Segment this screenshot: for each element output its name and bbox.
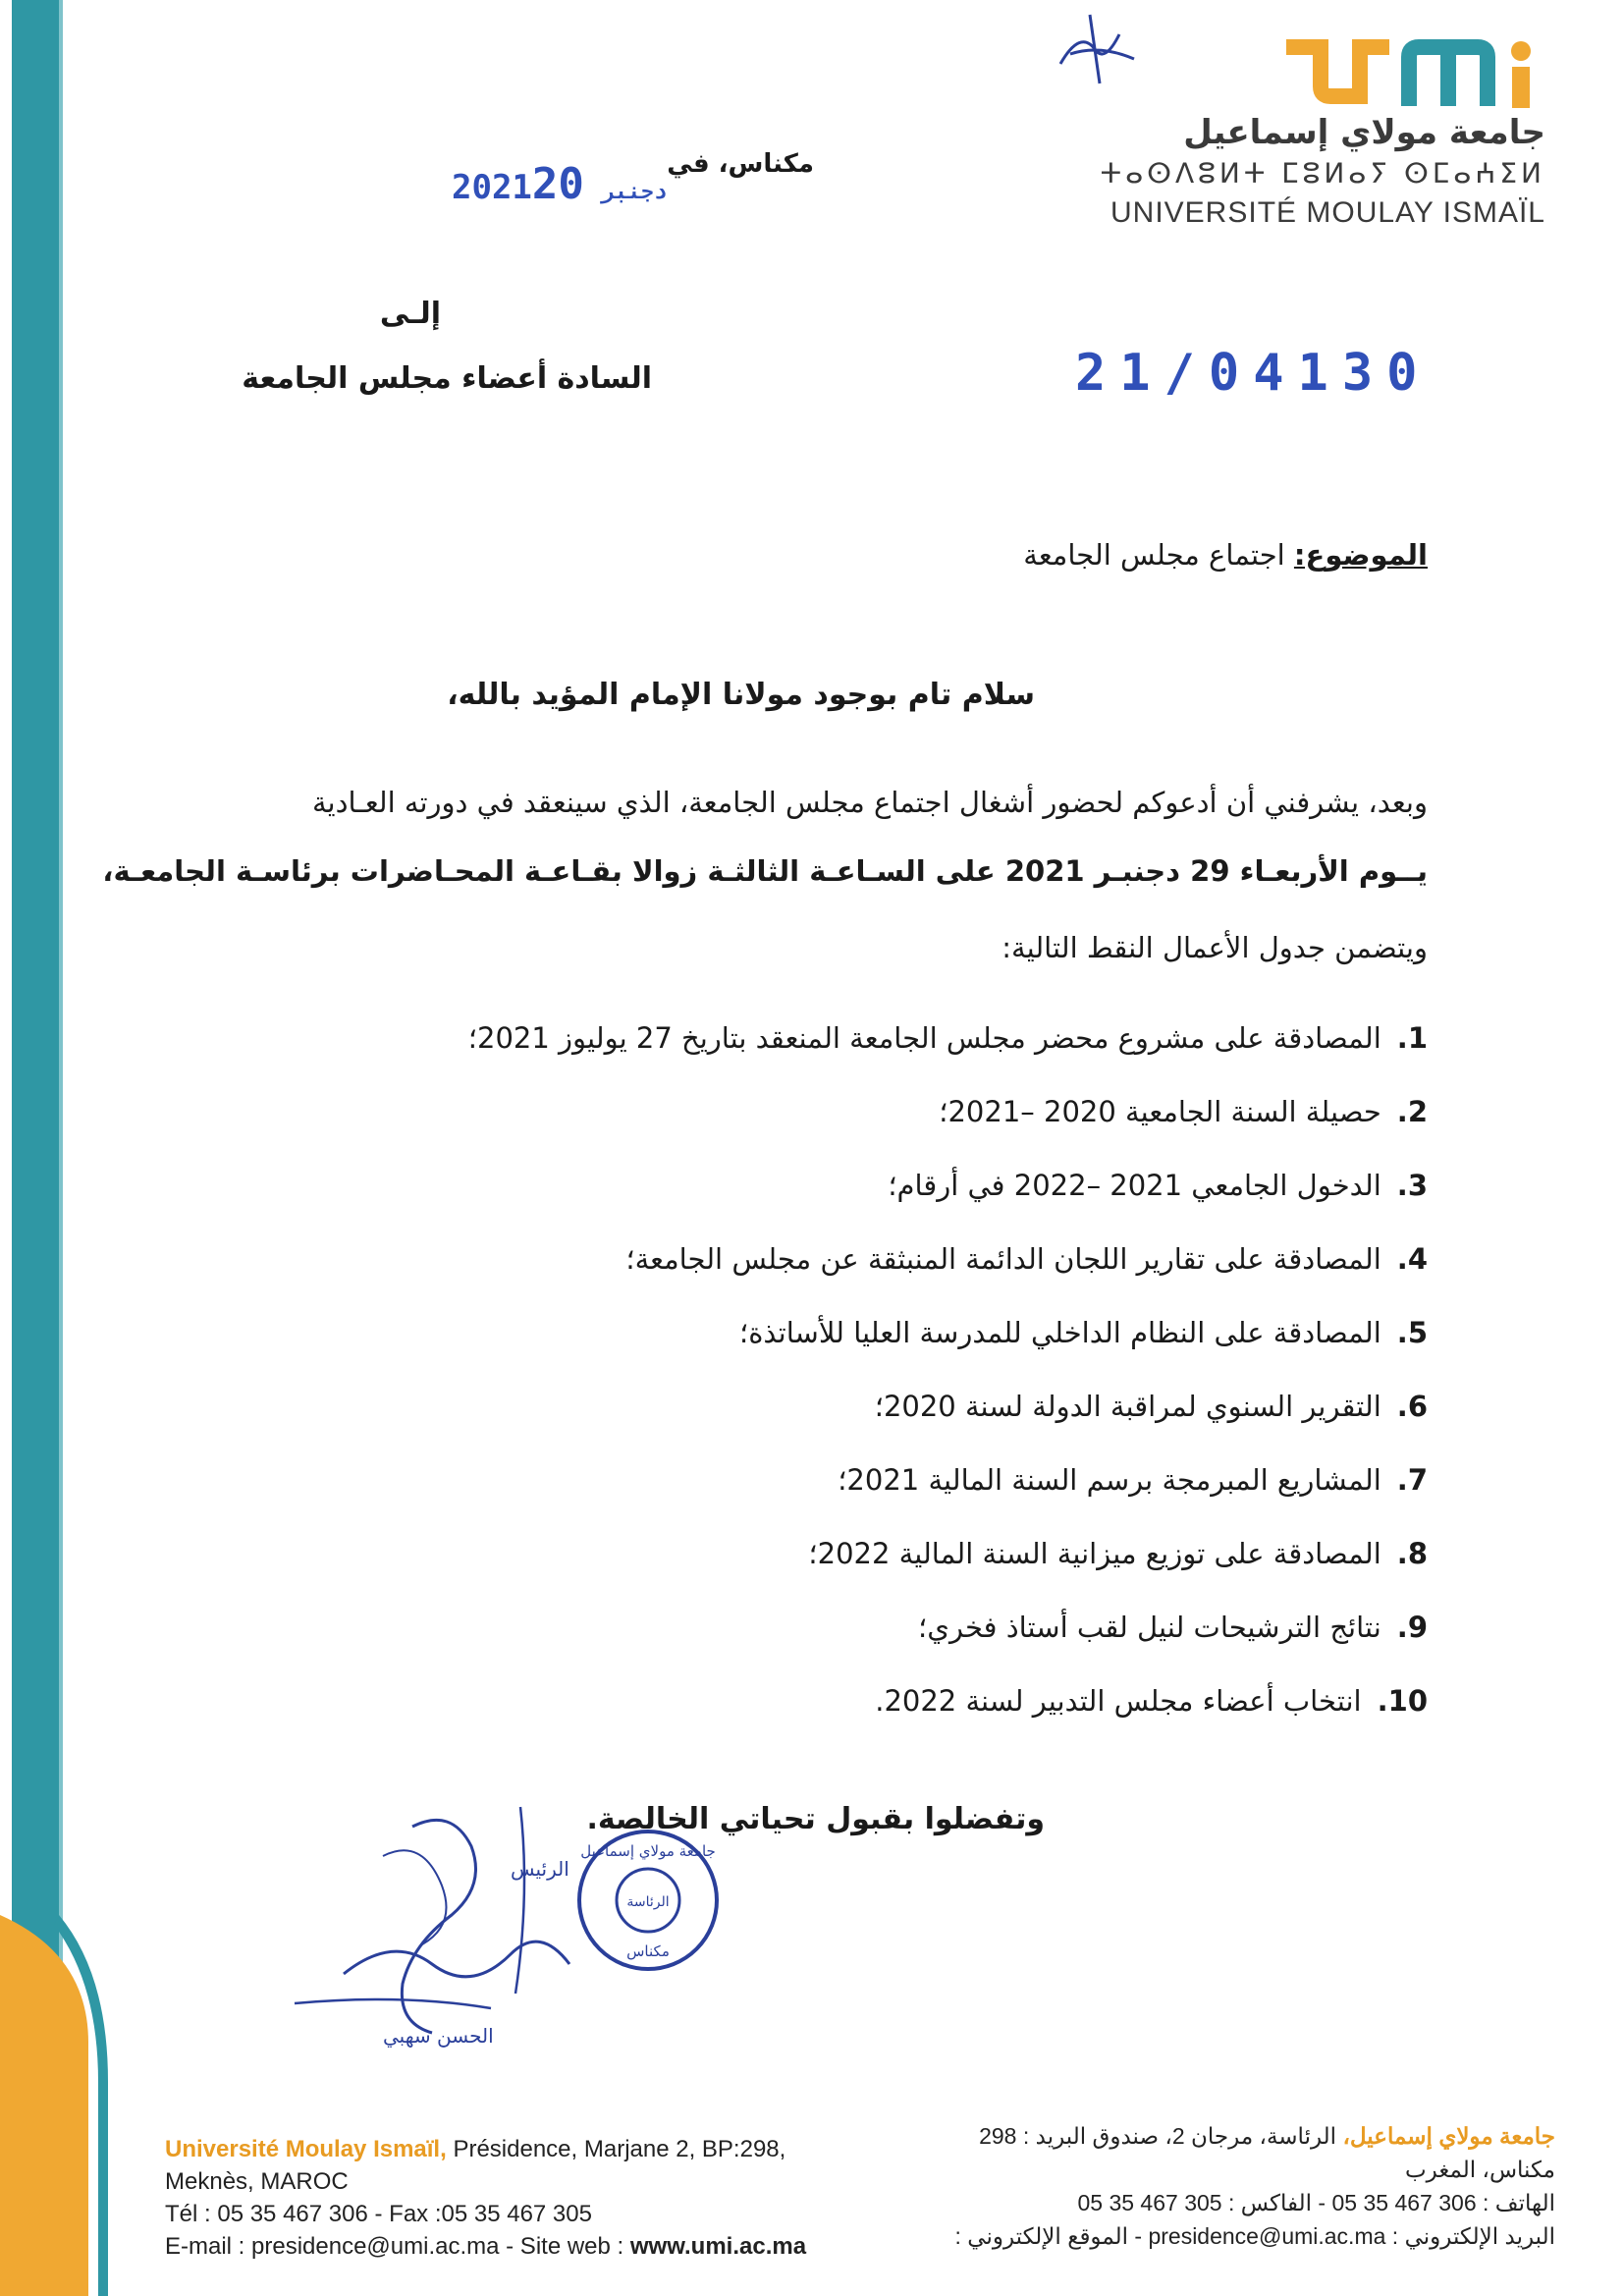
logo-arabic-text: جامعة مولاي إسماعيل — [1183, 113, 1545, 152]
agenda-item-text: المشاريع المبرمجة برسم السنة المالية 2021؛ — [838, 1463, 1381, 1497]
agenda-item-number: 2. — [1396, 1095, 1428, 1128]
footer-ar-phone: الهاتف : 306 467 35 05 - الفاكس : 305 467 35 05 — [1077, 2190, 1555, 2215]
agenda-item-text: نتائج الترشيحات لنيل لقب أستاذ فخري؛ — [918, 1611, 1381, 1644]
agenda-item-number: 9. — [1396, 1611, 1428, 1644]
date-stamp — [452, 159, 684, 209]
agenda-item-number: 7. — [1396, 1463, 1428, 1497]
agenda-item-text: الدخول الجامعي 2021 –2022 في أرقام؛ — [888, 1169, 1381, 1202]
date-stamp-year: 2021 — [452, 168, 532, 207]
agenda-item — [348, 1684, 1428, 1758]
agenda-item-number: 1. — [1396, 1021, 1428, 1055]
agenda-item — [348, 1611, 1428, 1684]
signer-name: الحسن سهبي — [383, 2024, 494, 2048]
footer-website-link[interactable]: www.umi.ac.ma — [629, 2233, 807, 2260]
body-line-2: يــوم الأربعـاء 29 دجنبـر 2021 على السـاعـة الثالثـة زوالا بقـاعـة المحـاضرات برئاسـة الجامعـة، — [102, 854, 1428, 888]
agenda-item-text: انتخاب أعضاء مجلس التدبير لسنة 2022. — [875, 1684, 1362, 1718]
agenda-item-text: المصادقة على تقارير اللجان الدائمة المنبثقة عن مجلس الجامعة؛ — [625, 1242, 1381, 1276]
agenda-item-number: 4. — [1396, 1242, 1428, 1276]
reference-number-stamp: 21/04130 — [1075, 344, 1432, 403]
agenda-item-number: 10. — [1377, 1684, 1428, 1718]
footer-ar-org: جامعة مولاي إسماعيل، — [1342, 2123, 1555, 2149]
footer-fr-phone: Tél : 05 35 467 306 - Fax :05 35 467 305 — [165, 2201, 592, 2227]
closing-salutation: وتفضلوا بقبول تحياتي الخالصة. — [586, 1802, 1045, 1836]
seal-text-bottom: مكناس — [626, 1942, 670, 1960]
greeting: سلام تام بوجود مولانا الإمام المؤيد بالله، — [447, 678, 1035, 712]
agenda-item-text: المصادقة على مشروع محضر مجلس الجامعة المنعقد بتاريخ 27 يوليوز 2021؛ — [467, 1021, 1381, 1055]
footer-ar-line-1 — [955, 2119, 1556, 2153]
agenda-item-number: 5. — [1396, 1316, 1428, 1349]
logo-french-text: UNIVERSITÉ MOULAY ISMAÏL — [1110, 196, 1545, 229]
agenda-item — [348, 1463, 1428, 1537]
footer-fr-addr: Présidence, Marjane 2, BP:298, — [453, 2136, 786, 2162]
recipients: السادة أعضاء مجلس الجامعة — [242, 361, 652, 396]
agenda-item-text: التقرير السنوي لمراقبة الدولة لسنة 2020؛ — [874, 1390, 1381, 1423]
footer-fr-email: E-mail : presidence@umi.ac.ma - Site web : — [165, 2233, 624, 2260]
footer-ar-email: البريد الإلكتروني : presidence@umi.ac.ma - الموقع الإلكتروني : — [954, 2223, 1555, 2249]
agenda-item-number: 3. — [1396, 1169, 1428, 1202]
body-line-1: وبعد، يشرفني أن أدعوكم لحضور أشغال اجتماع مجلس الجامعة، الذي سينعقد في دورته العـادية — [311, 786, 1428, 819]
signer-title: الرئيس — [511, 1857, 569, 1881]
date-stamp-month: دجنبر — [601, 180, 668, 204]
agenda-item — [348, 1316, 1428, 1390]
agenda-list — [348, 1021, 1428, 1758]
handwritten-initials — [1051, 10, 1139, 88]
footer-arabic — [955, 2119, 1556, 2253]
agenda-item — [348, 1021, 1428, 1095]
body-line-3: ويتضمن جدول الأعمال النقط التالية: — [1001, 931, 1428, 964]
agenda-item-number: 8. — [1396, 1537, 1428, 1570]
to-label: إلـى — [379, 297, 441, 331]
agenda-item-text: المصادقة على توزيع ميزانية السنة المالية 2022؛ — [808, 1537, 1381, 1570]
agenda-item-text: المصادقة على النظام الداخلي للمدرسة العليا للأساتذة؛ — [739, 1316, 1381, 1349]
subject-text: اجتماع مجلس الجامعة — [1023, 538, 1285, 572]
footer-french — [165, 2133, 806, 2263]
date-stamp-day: 20 — [531, 159, 584, 209]
city-date-prefix: مكناس، في — [667, 149, 814, 179]
footer — [0, 2111, 1624, 2296]
subject-label: الموضوع: — [1293, 538, 1428, 572]
umi-logo-mark — [1281, 37, 1556, 116]
seal-text-top: جامعة مولاي إسماعيل — [580, 1842, 716, 1860]
seal-text-center: الرئاسة — [626, 1894, 670, 1910]
agenda-item-number: 6. — [1396, 1390, 1428, 1423]
footer-ar-addr: الرئاسة، مرجان 2، صندوق البريد : 298 — [979, 2123, 1337, 2149]
logo-tifinagh-text: ⵜⴰⵙⴷⵓⵍⵜ ⵎⵓⵍⴰⵢ ⵙⵎⴰⵄⵉⵍ — [1100, 157, 1545, 190]
agenda-item — [348, 1169, 1428, 1242]
agenda-item — [348, 1095, 1428, 1169]
footer-fr-org: Université Moulay Ismaïl, — [165, 2136, 447, 2162]
handwritten-signature — [285, 1797, 599, 2062]
agenda-item — [348, 1242, 1428, 1316]
footer-fr-city: Meknès, MAROC — [165, 2168, 349, 2195]
subject-line — [1023, 538, 1428, 572]
agenda-item — [348, 1390, 1428, 1463]
footer-fr-line-4 — [165, 2230, 806, 2263]
agenda-item — [348, 1537, 1428, 1611]
footer-fr-line-1 — [165, 2133, 806, 2165]
agenda-item-text: حصيلة السنة الجامعية 2020 –2021؛ — [939, 1095, 1381, 1128]
footer-ar-city: مكناس، المغرب — [1405, 2157, 1555, 2182]
